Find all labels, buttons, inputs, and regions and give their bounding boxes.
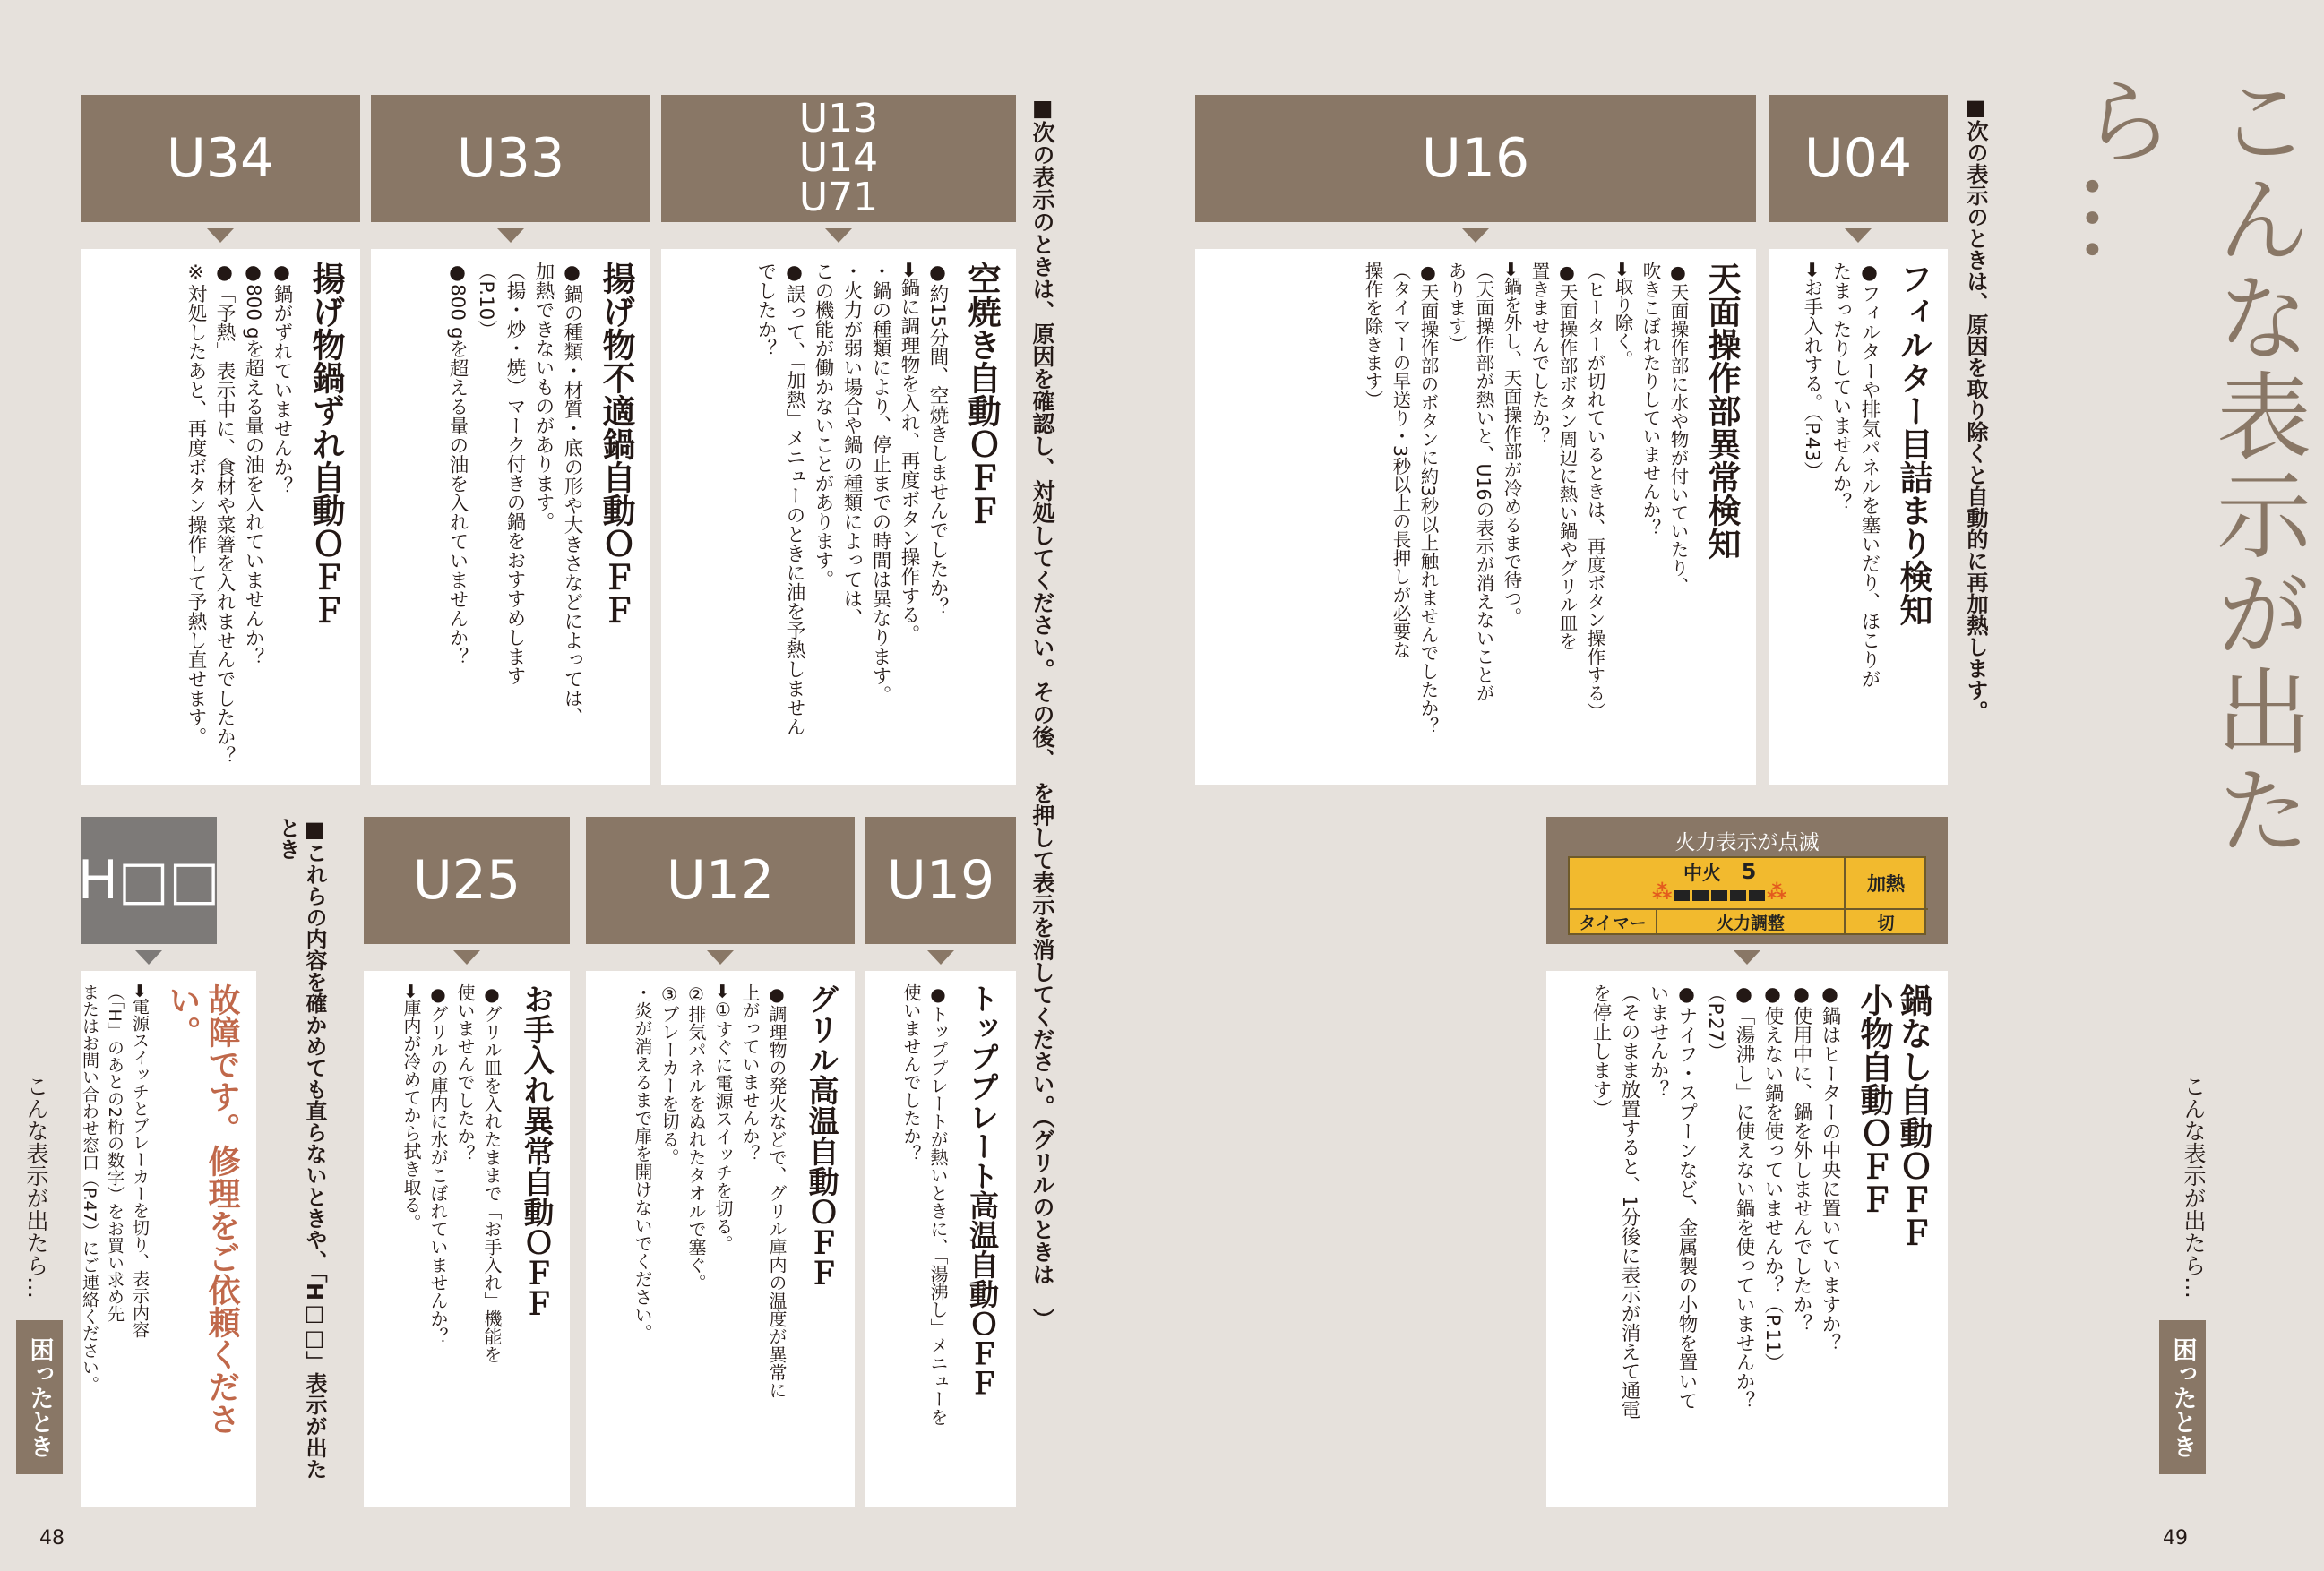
lamp-off-label: 切 — [1877, 913, 1895, 933]
lamp-mode-label: 加熱 — [1867, 873, 1905, 895]
body-u12: ●調理物の発火などで、グリル庫内の温度が異常に 上がっていませんか？ ➡①すぐに電源スイッチを切る。 ②排気パネルをぬれたタオルで塞ぐ。 ③ブレーカーを切る。 ・炎が消えるまで扉を開けないでください。 — [632, 983, 788, 1399]
lamp-timer-label: タイマー — [1579, 913, 1647, 933]
title-u16: 天面操作部異常検知 — [1702, 262, 1742, 560]
code-u25: U25 — [412, 849, 521, 912]
title-u12: グリル高温自動ＯＦＦ — [803, 983, 839, 1288]
code-u71: U71 — [798, 175, 879, 220]
lamp-illustration — [1546, 817, 1948, 944]
title-u33: 揚げ物不適鍋自動ＯＦＦ — [597, 262, 636, 626]
code-u04: U04 — [1803, 127, 1913, 190]
code-u13: U13 — [798, 96, 879, 142]
header-u25 — [364, 817, 570, 944]
code-u12: U12 — [666, 849, 775, 912]
page-number-right: 49 — [2163, 1527, 2188, 1550]
header-u04 — [1769, 95, 1948, 222]
code-u14: U14 — [798, 135, 879, 181]
header-hxx — [77, 817, 220, 944]
arrow-u19 — [927, 950, 954, 965]
note-left-bottom: ■これらの内容を確かめても直らないときや、「H□□」表示が出たとき — [275, 817, 327, 1481]
card-u16 — [1195, 249, 1756, 785]
body-u04: ●フィルターや排気パネルを塞いだり、ほこりが たまったりしていませんか？ ➡お手入れする。（P.43） — [1801, 262, 1881, 689]
card-u25 — [364, 971, 570, 1507]
lamp-caption: 火力表示が点滅 — [1674, 831, 1820, 854]
note-left-top: ■次の表示のときは、原因を確認し、対処してください。その後、 を押して表示を消してください。（グリルのときは ） — [1029, 95, 1055, 1330]
note-right: ■次の表示のときは、原因を取り除くと自動的に再加熱します。 — [1963, 95, 1988, 722]
title-u13: 空焼き自動ＯＦＦ — [962, 262, 1002, 527]
body-u34: ●鍋がずれていませんか？ ●800 gを超える量の油を入れていませんか？ ●「予熱」表示中に、食材や菜箸を入れませんでしたか？ ※対処したあと、再度ボタン操作して予熱し直せます。 — [185, 262, 293, 766]
lamp-adjust-label: 火力調整 — [1716, 913, 1785, 933]
card-u12 — [586, 971, 855, 1507]
side-tab-left[interactable]: 困ったとき — [16, 1320, 63, 1474]
arrow-u13 — [825, 228, 852, 243]
body-u13: ●約15分間、空焼きしませんでしたか？ ➡鍋に調理物を入れ、再度ボタン操作する。 ・鍋の種類により、停止までの時間は異なります。 ・火力が弱い場合や鍋の種類によっては、 この機能が働かないことがあります。 ●誤って、「加熱」メニューのときに油を予熱しません でしたか？ — [754, 262, 949, 737]
side-tab-right[interactable]: 困ったとき — [2159, 1320, 2206, 1474]
header-u13 — [661, 95, 1016, 222]
header-u34 — [81, 95, 360, 222]
title-u04: フィルター目詰まり検知 — [1894, 262, 1933, 626]
card-nabe — [1546, 971, 1948, 1507]
card-u04 — [1769, 249, 1948, 785]
code-hxx: H□□ — [77, 849, 220, 912]
lamp-level-label: 中火 — [1683, 863, 1721, 884]
card-u19 — [865, 971, 1016, 1507]
arrow-u33 — [497, 228, 524, 243]
code-u19: U19 — [886, 849, 995, 912]
code-u16: U16 — [1421, 127, 1530, 190]
body-u19: ●トッププレートが熱いときに、「湯沸し」メニューを 使いませんでしたか？ — [900, 983, 949, 1426]
arrow-u16 — [1462, 228, 1489, 243]
body-u16: ●天面操作部に水や物が付いていたり、 吹きこぼれたりしていませんか？ ➡取り除く。 （ヒーターが切れているときは、再度ボタン操作する） ●天面操作部ボタン周辺に熱い鍋やグリル皿を 置きませんでしたか？ ➡鍋を外し、天面操作部が冷めるまで待つ。 （天面操作部が熱いと、U16の表示が消えないことが あります） ●天面操作部のボタンに約3秒以上触れませんでしたか？ （タイマーの早送り・3秒以上の長押しが必要な 操作を除きます） — [1362, 262, 1689, 736]
title-u34: 揚げ物鍋ずれ自動ＯＦＦ — [306, 262, 346, 626]
body-nabe: ●鍋はヒーターの中央に置いていますか？ ●使用中に、鍋を外しませんでしたか？ ●使えない鍋を使っていませんか？（P.11） ●「湯沸し」に使えない鍋を使っていませんか？ （P.27） ●ナイフ・スプーンなど、金属製の小物を置いて いませんか？ （そのまま放置すると、1分後に表示が消えて通電 を停止します） — [1589, 983, 1841, 1420]
arrow-u04 — [1845, 228, 1872, 243]
card-u13 — [661, 249, 1016, 785]
header-u12 — [586, 817, 855, 944]
arrow-hxx — [135, 950, 162, 965]
header-u16 — [1195, 95, 1756, 222]
lamp-level-value: 5 — [1741, 859, 1757, 884]
header-u19 — [865, 817, 1016, 944]
card-u34 — [81, 249, 360, 785]
body-u25: ●グリル皿を入れたままで「お手入れ」機能を 使いませんでしたか？ ●グリルの庫内に水がこぼれていませんか？ ➡庫内が冷めてから拭き取る。 — [400, 983, 503, 1363]
title-hxx: 故障です。修理をご依頼ください。 — [164, 983, 241, 1435]
flash-icon: ⁂ — [1652, 881, 1673, 904]
body-u33: ●鍋の種類・材質・底の形や大きさなどによっては、 加熱できないものがあります。 （揚・炒・焼）マーク付きの鍋をおすすめします （P.10） ●800 gを超える量の油を入れていませんか？ — [446, 262, 583, 727]
code-u33: U33 — [456, 127, 565, 190]
code-u34: U34 — [166, 127, 275, 190]
side-caption-left: こんな表示が出たら… — [23, 1075, 49, 1299]
page-number-left: 48 — [39, 1527, 65, 1550]
title-nabe: 鍋なし自動ＯＦＦ 小物自動ＯＦＦ — [1855, 983, 1933, 1249]
left-page — [0, 0, 1111, 1571]
body-hxx: ➡電源スイッチとブレーカーを切り、表示内容 （「H」のあとの2桁の数字）をお買い求め先 またはお問い合わせ窓口（P.47）にご連絡ください。 — [80, 983, 150, 1393]
card-hxx — [81, 971, 256, 1507]
side-caption-right: こんな表示が出たら… — [2181, 1075, 2207, 1299]
arrow-nabe — [1734, 950, 1760, 965]
flame-level-bars — [1674, 890, 1765, 901]
title-u19: トッププレート高温自動ＯＦＦ — [965, 983, 1000, 1397]
arrow-u25 — [453, 950, 480, 965]
page-title: こんな表示が出たら… — [2065, 72, 2311, 860]
right-page — [1111, 0, 2311, 1571]
title-u25: お手入れ異常自動ＯＦＦ — [518, 983, 554, 1318]
header-u33 — [371, 95, 650, 222]
arrow-u34 — [207, 228, 234, 243]
arrow-u12 — [707, 950, 734, 965]
flash-icon: ⁂ — [1767, 881, 1787, 904]
card-u33 — [371, 249, 650, 785]
